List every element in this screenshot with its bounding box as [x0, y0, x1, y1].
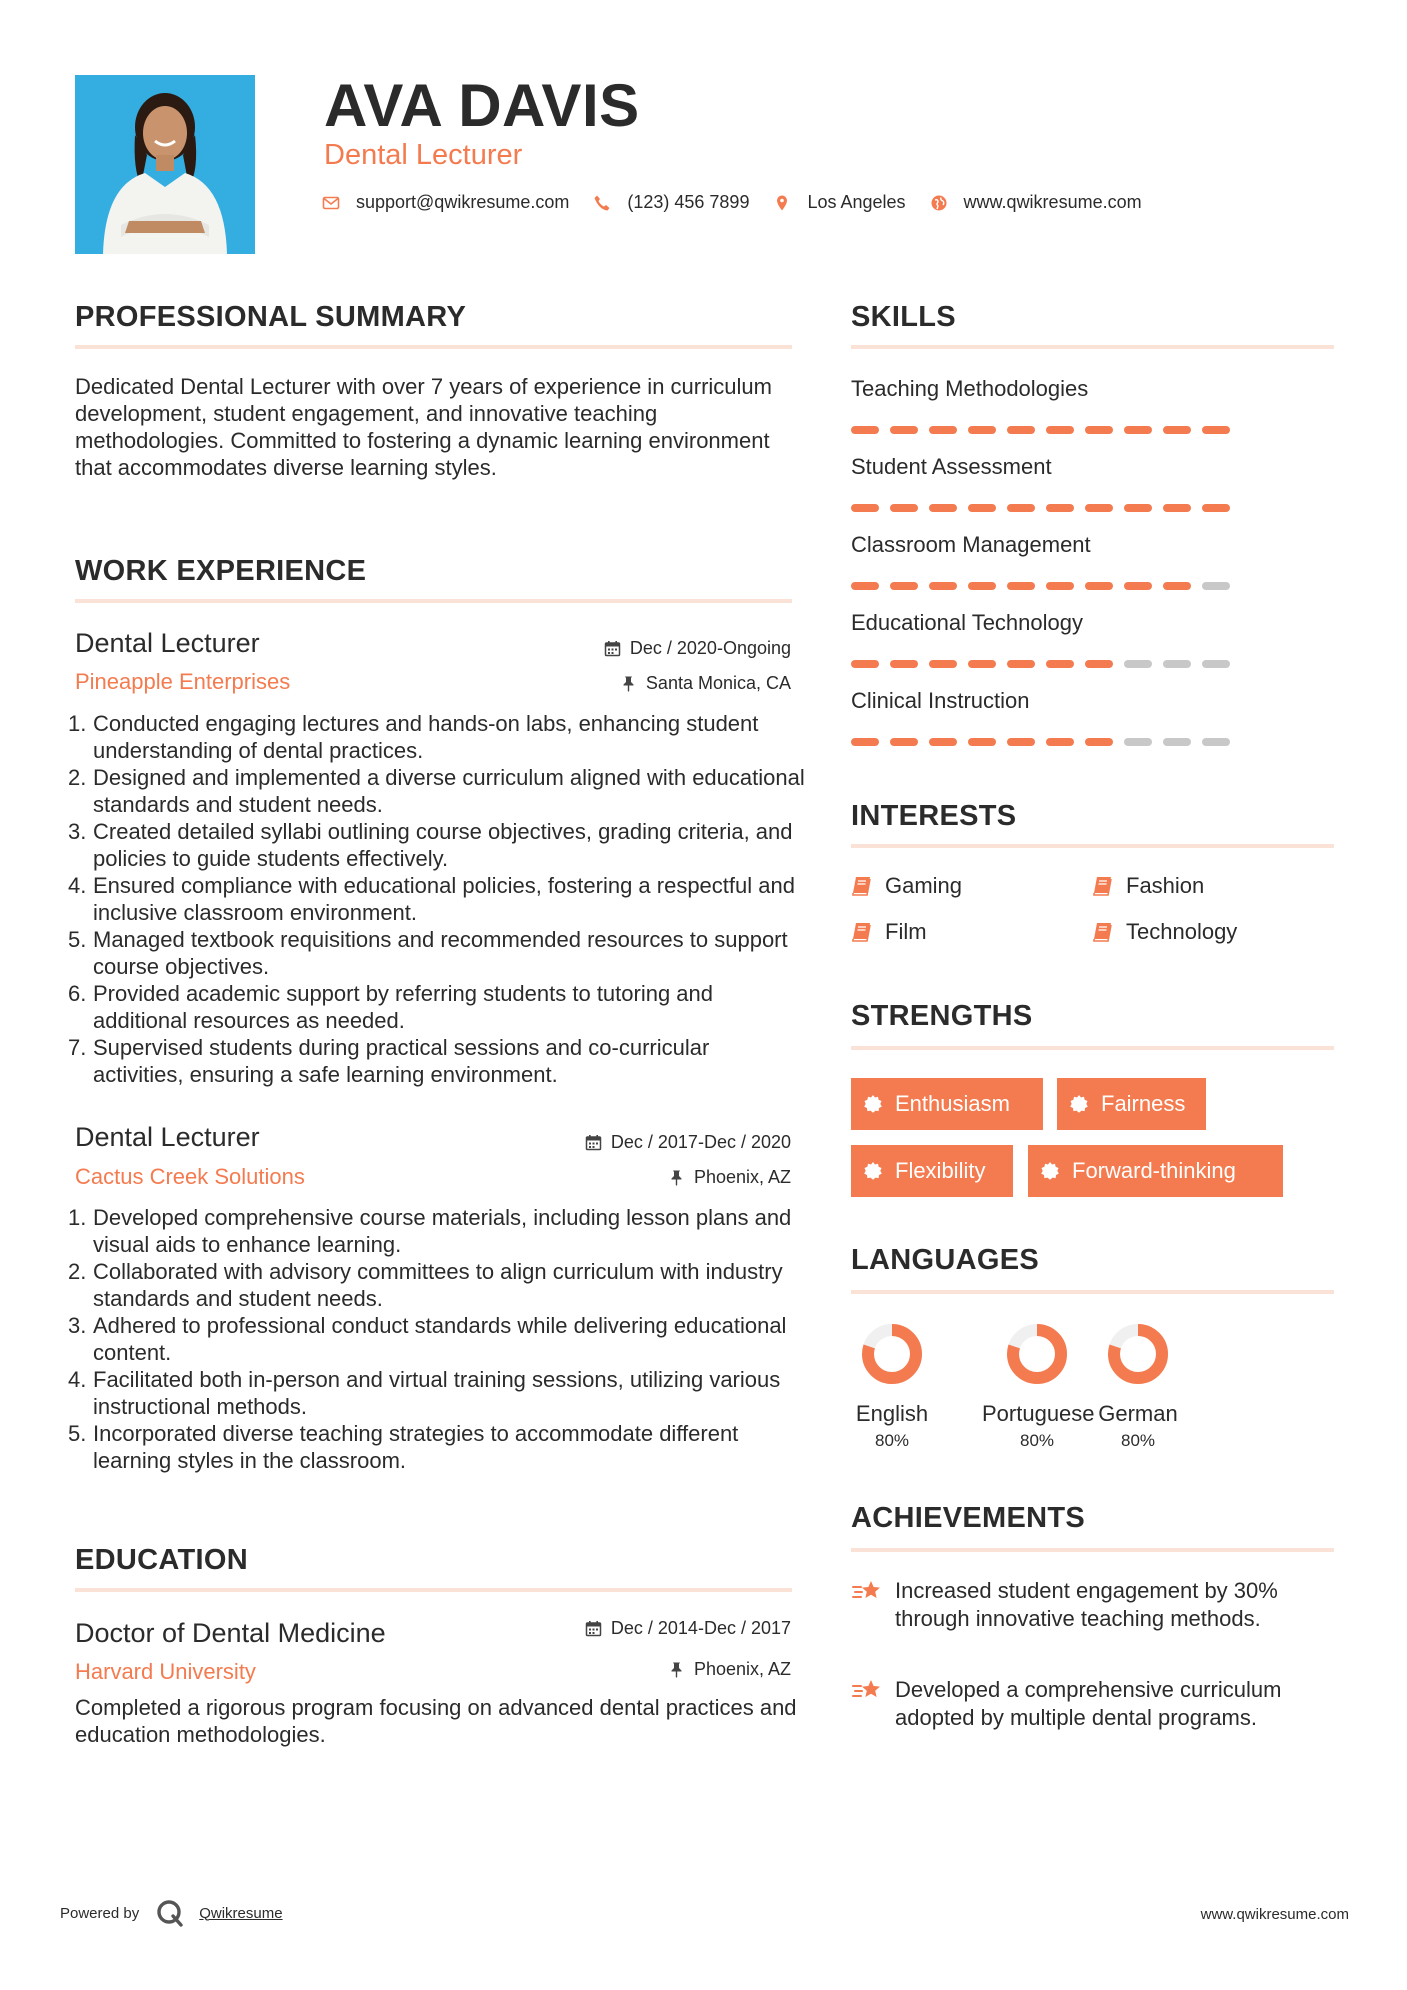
- profile-photo-image: [75, 75, 255, 254]
- skill-meter-dash-filled: [1046, 504, 1074, 512]
- calendar-icon: [604, 640, 621, 657]
- contact-location: [773, 192, 905, 213]
- skills-divider: [851, 345, 1334, 349]
- interests-heading: INTERESTS: [851, 800, 1017, 832]
- language-progress-ring: [1005, 1322, 1069, 1386]
- summary-divider: [75, 345, 792, 349]
- education-dates-text: Dec / 2014-Dec / 2017: [610, 1618, 791, 1638]
- interest-item-fashion: [1092, 872, 1204, 899]
- candidate-name: AVA DAVIS: [324, 72, 640, 139]
- skill-meter-dash-filled: [929, 504, 957, 512]
- map-pin-icon: [773, 194, 791, 212]
- phone-icon: [593, 194, 611, 212]
- skill-label: Student Assessment: [851, 454, 1052, 479]
- list-item: 4. Ensured compliance with educational policies, fostering a respectful and inclusive classroom environment.: [68, 873, 795, 925]
- skill-meter-dash-filled: [1163, 582, 1191, 590]
- skill-meter: [851, 660, 1241, 668]
- job-2-dates: [585, 1131, 791, 1153]
- strength-tag-enthusiasm: [851, 1078, 1043, 1130]
- list-item: 2. Collaborated with advisory committees to align curriculum with industry standards and student needs.: [68, 1259, 783, 1311]
- skill-meter-dash-filled: [1046, 738, 1074, 746]
- job-1-location-text: Santa Monica, CA: [645, 673, 791, 693]
- badge-icon: [1069, 1094, 1089, 1114]
- contact-phone-text: (123) 456 7899: [627, 192, 750, 212]
- summary-heading: PROFESSIONAL SUMMARY: [75, 301, 467, 333]
- powered-by-text: Powered by: [60, 1904, 140, 1922]
- strength-tag-flexibility: [851, 1145, 1013, 1197]
- language-item-german: [1083, 1322, 1193, 1451]
- pushpin-icon: [668, 1661, 685, 1678]
- skill-meter-dash-empty: [1124, 660, 1152, 668]
- language-name: Portuguese: [982, 1401, 1095, 1426]
- job-2-bullet-2: Collaborated with advisory committees to align curriculum with industry standards and student needs.: [93, 1259, 783, 1311]
- shooting-star-icon: [851, 1676, 883, 1704]
- skill-meter-dash-filled: [1202, 504, 1230, 512]
- skill-meter-dash-empty: [1163, 660, 1191, 668]
- strength-label: Forward-thinking: [1072, 1158, 1236, 1183]
- job-2-responsibilities: [68, 1204, 805, 1474]
- skill-meter-dash-filled: [1085, 660, 1113, 668]
- book-icon: [1092, 875, 1114, 897]
- job-1-bullet-1: Conducted engaging lectures and hands-on labs, enhancing student understanding of dental practices.: [93, 711, 759, 763]
- contact-bar: [322, 192, 1166, 213]
- skill-meter-dash-filled: [851, 582, 879, 590]
- interest-item-gaming: [851, 872, 962, 899]
- skill-meter-dash-filled: [1124, 426, 1152, 434]
- skill-meter-dash-filled: [1007, 660, 1035, 668]
- skill-meter-dash-filled: [890, 582, 918, 590]
- contact-location-text: Los Angeles: [807, 192, 906, 212]
- language-percent: 80%: [1120, 1431, 1156, 1450]
- strength-label: Fairness: [1101, 1091, 1186, 1116]
- experience-heading: WORK EXPERIENCE: [75, 555, 367, 587]
- education-divider: [75, 1588, 792, 1592]
- summary-text: Dedicated Dental Lecturer with over 7 years of experience in curriculum development, student engagement, and innovative teaching methodologies. Committed to fostering a dynamic learning environment that accommodates diverse learning styles.: [75, 374, 772, 480]
- skill-meter-dash-filled: [1046, 426, 1074, 434]
- skill-meter-dash-filled: [890, 738, 918, 746]
- skill-meter-dash-filled: [1085, 582, 1113, 590]
- language-percent: 80%: [1019, 1431, 1055, 1450]
- contact-phone[interactable]: [593, 192, 749, 213]
- book-icon: [851, 921, 873, 943]
- skill-meter-dash-filled: [1085, 738, 1113, 746]
- skill-meter-dash-filled: [890, 426, 918, 434]
- brand-link[interactable]: Qwikresume: [199, 1904, 283, 1922]
- job-1-bullet-7: Supervised students during practical sessions and co-curricular activities, ensuring a safe learning environment.: [93, 1035, 710, 1087]
- achievements-divider: [851, 1548, 1334, 1552]
- list-item: 1. Conducted engaging lectures and hands-on labs, enhancing student understanding of dental practices.: [68, 711, 759, 763]
- interest-label: Gaming: [885, 873, 963, 898]
- calendar-icon: [585, 1620, 602, 1637]
- job-2-location: [668, 1166, 791, 1188]
- skill-meter-dash-filled: [1202, 426, 1230, 434]
- contact-website-text: www.qwikresume.com: [963, 192, 1142, 212]
- contact-email-text: support@qwikresume.com: [356, 192, 570, 212]
- skill-meter-dash-filled: [851, 426, 879, 434]
- list-item: 3. Created detailed syllabi outlining course objectives, grading criteria, and policies to guide students effectively.: [68, 819, 793, 871]
- skill-meter-dash-filled: [968, 426, 996, 434]
- languages-divider: [851, 1290, 1334, 1294]
- book-icon: [1092, 921, 1114, 943]
- skill-meter-dash-filled: [929, 426, 957, 434]
- strengths-divider: [851, 1046, 1334, 1050]
- skill-meter-dash-filled: [851, 504, 879, 512]
- list-item: 1. Developed comprehensive course materials, including lesson plans and visual aids to enhance learning.: [68, 1205, 792, 1257]
- profile-photo: [75, 75, 255, 254]
- skill-meter-dash-filled: [1085, 504, 1113, 512]
- job-1-company: Pineapple Enterprises: [75, 669, 291, 694]
- job-2-title: Dental Lecturer: [75, 1122, 260, 1152]
- skill-meter-dash-filled: [968, 582, 996, 590]
- badge-icon: [863, 1094, 883, 1114]
- achievement-item-2: [851, 1676, 1341, 1732]
- skill-meter-dash-filled: [968, 738, 996, 746]
- skill-meter-dash-empty: [1163, 738, 1191, 746]
- strength-tag-forward-thinking: [1028, 1145, 1283, 1197]
- language-name: English: [855, 1401, 929, 1426]
- skill-meter-dash-empty: [1124, 738, 1152, 746]
- skill-label: Clinical Instruction: [851, 688, 1030, 713]
- education-dates: [585, 1617, 791, 1639]
- experience-divider: [75, 599, 792, 603]
- skill-label: Teaching Methodologies: [851, 376, 1089, 401]
- skill-meter-dash-filled: [1007, 504, 1035, 512]
- skill-meter-dash-filled: [1007, 582, 1035, 590]
- skill-meter-dash-empty: [1202, 660, 1230, 668]
- pushpin-icon: [620, 675, 637, 692]
- skill-meter-dash-filled: [1007, 738, 1035, 746]
- list-item: 5. Managed textbook requisitions and recommended resources to support course objectives.: [68, 927, 788, 979]
- strength-label: Enthusiasm: [895, 1091, 1010, 1116]
- list-item: 7. Supervised students during practical sessions and co-curricular activities, ensuring a safe learning environment.: [68, 1035, 710, 1087]
- job-2-bullet-4: Facilitated both in-person and virtual training sessions, utilizing various instructional methods.: [93, 1367, 781, 1419]
- achievement-text: Increased student engagement by 30% through innovative teaching methods.: [895, 1578, 1278, 1631]
- achievement-item-1: [851, 1577, 1341, 1633]
- job-1-bullet-2: Designed and implemented a diverse curriculum aligned with educational standards and student needs.: [93, 765, 805, 817]
- achievements-heading: ACHIEVEMENTS: [851, 1502, 1086, 1534]
- job-1-bullet-3: Created detailed syllabi outlining course objectives, grading criteria, and policies to guide students effectively.: [93, 819, 793, 871]
- language-name: German: [1098, 1401, 1178, 1426]
- education-heading: EDUCATION: [75, 1544, 248, 1576]
- skill-meter-dash-filled: [851, 738, 879, 746]
- skill-meter-dash-filled: [890, 504, 918, 512]
- skill-meter-dash-filled: [1085, 426, 1113, 434]
- education-location-text: Phoenix, AZ: [693, 1659, 791, 1679]
- skill-meter-dash-filled: [929, 582, 957, 590]
- list-item: 5. Incorporated diverse teaching strategies to accommodate different learning styles in the classroom.: [68, 1421, 739, 1473]
- skill-meter: [851, 426, 1241, 434]
- job-1-bullet-4: Ensured compliance with educational policies, fostering a respectful and inclusive classroom environment.: [93, 873, 795, 925]
- contact-email[interactable]: [322, 192, 569, 213]
- language-progress-ring: [860, 1322, 924, 1386]
- skill-meter-dash-empty: [1202, 738, 1230, 746]
- badge-icon: [1040, 1161, 1060, 1181]
- language-progress-ring: [1106, 1322, 1170, 1386]
- skill-meter-dash-filled: [1163, 426, 1191, 434]
- list-item: 4. Facilitated both in-person and virtual training sessions, utilizing various instructional methods.: [68, 1367, 781, 1419]
- languages-heading: LANGUAGES: [851, 1244, 1039, 1276]
- skill-meter-dash-filled: [1163, 504, 1191, 512]
- skill-label: Classroom Management: [851, 532, 1091, 557]
- skill-meter: [851, 504, 1241, 512]
- skills-heading: SKILLS: [851, 301, 956, 333]
- language-item-portuguese: [982, 1322, 1095, 1451]
- job-2-dates-text: Dec / 2017-Dec / 2020: [610, 1132, 791, 1152]
- skill-meter-dash-filled: [1046, 660, 1074, 668]
- skill-meter-dash-filled: [1124, 582, 1152, 590]
- skill-meter-dash-empty: [1202, 582, 1230, 590]
- skill-meter-dash-filled: [929, 738, 957, 746]
- job-1-title: Dental Lecturer: [75, 628, 260, 658]
- job-1-location: [620, 672, 791, 694]
- skill-meter-dash-filled: [851, 660, 879, 668]
- interests-divider: [851, 844, 1334, 848]
- language-item-english: [837, 1322, 947, 1451]
- job-2-company: Cactus Creek Solutions: [75, 1164, 305, 1189]
- list-item: 6. Provided academic support by referring students to tutoring and additional resources as needed.: [68, 981, 714, 1033]
- skill-meter: [851, 582, 1241, 590]
- footer-website[interactable]: www.qwikresume.com: [1200, 1906, 1349, 1923]
- interest-label: Film: [885, 919, 927, 944]
- skill-meter-dash-filled: [1124, 504, 1152, 512]
- skill-label: Educational Technology: [851, 610, 1083, 635]
- job-1-dates-text: Dec / 2020-Ongoing: [629, 638, 791, 658]
- job-2-bullet-3: Adhered to professional conduct standards while delivering educational content.: [93, 1313, 787, 1365]
- skill-meter-dash-filled: [890, 660, 918, 668]
- envelope-icon: [322, 194, 340, 212]
- education-degree: Doctor of Dental Medicine: [75, 1618, 386, 1648]
- interest-label: Technology: [1126, 919, 1238, 944]
- shooting-star-icon: [851, 1577, 883, 1605]
- education-school: Harvard University: [75, 1659, 256, 1684]
- skill-meter-dash-filled: [1046, 582, 1074, 590]
- strength-label: Flexibility: [895, 1158, 986, 1183]
- education-description: Completed a rigorous program focusing on advanced dental practices and education methodologies.: [75, 1695, 797, 1747]
- list-item: 3. Adhered to professional conduct standards while delivering educational content.: [68, 1313, 787, 1365]
- strength-tag-fairness: [1057, 1078, 1206, 1130]
- language-percent: 80%: [874, 1431, 910, 1450]
- interest-item-technology: [1092, 918, 1237, 945]
- badge-icon: [863, 1161, 883, 1181]
- skill-meter: [851, 738, 1241, 746]
- footer-powered-by: [60, 1898, 283, 1928]
- job-1-bullet-6: Provided academic support by referring students to tutoring and additional resources as needed.: [93, 981, 714, 1033]
- skill-meter-dash-filled: [968, 504, 996, 512]
- job-2-location-text: Phoenix, AZ: [693, 1167, 791, 1187]
- job-1-dates: [604, 637, 791, 659]
- interest-item-film: [851, 918, 927, 945]
- strengths-heading: STRENGTHS: [851, 1000, 1033, 1032]
- skill-meter-dash-filled: [929, 660, 957, 668]
- skill-meter-dash-filled: [968, 660, 996, 668]
- achievement-text: Developed a comprehensive curriculum adopted by multiple dental programs.: [895, 1677, 1282, 1730]
- candidate-title: Dental Lecturer: [324, 139, 523, 171]
- globe-icon: [930, 194, 948, 212]
- skill-meter-dash-filled: [1007, 426, 1035, 434]
- list-item: 2. Designed and implemented a diverse curriculum aligned with educational standards and student needs.: [68, 765, 805, 817]
- calendar-icon: [585, 1134, 602, 1151]
- book-icon: [851, 875, 873, 897]
- job-2-bullet-1: Developed comprehensive course materials, including lesson plans and visual aids to enhance learning.: [93, 1205, 792, 1257]
- pushpin-icon: [668, 1169, 685, 1186]
- job-1-bullet-5: Managed textbook requisitions and recommended resources to support course objectives.: [93, 927, 788, 979]
- job-2-bullet-5: Incorporated diverse teaching strategies to accommodate different learning styles in the classroom.: [93, 1421, 739, 1473]
- education-location: [668, 1658, 791, 1680]
- interest-label: Fashion: [1126, 873, 1205, 898]
- contact-website[interactable]: [930, 192, 1142, 213]
- job-1-responsibilities: [68, 710, 805, 1088]
- qwikresume-logo-icon: [155, 1898, 185, 1928]
